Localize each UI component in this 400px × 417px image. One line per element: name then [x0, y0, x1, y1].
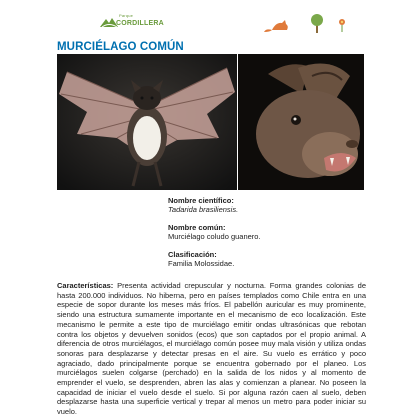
scientific-name-value: Tadarida brasiliensis. — [168, 205, 239, 214]
fox-icon — [264, 20, 288, 32]
page-title: MURCIÉLAGO COMÚN — [57, 41, 184, 53]
bat-face-photo — [238, 54, 364, 190]
description-body: Presenta actividad crepuscular y nocturna. Forma grandes colonias de hasta 200.000 individuos. No hiberna, pero en países templados como Chile entra en una especie de sopor durante los meses más fríos. El pabellón auricular es muy prominente, siendo una estructura sumamente importante en el mecanismo de eco localización. Este mecanismo le permite a este tipo de murciélago emitir ondas ultrasónicas que rebotan contra los objetos y devuelven sonidos (ecos) que son captados por el propio animal. A diferencia de otros murciélagos, el murciélago común posee muy mala visión y utiliza ondas sonoras para desplazarse y detectar presas en el aire. Su vuelo es errático y poco agraciado, dado principalmente porque se encuentra gobernado por el planeo. Los murciélagos suelen colgarse (perchado) en la salida de los nidos y al momento de emprender el vuelo, se desprenden, abren las alas y comienzan a planear. No poseen la capacidad de iniciar el vuelo desde el suelo. Si por alguna razón caen al suelo, deben desplazarse hasta una superficie vertical y trepar al menos un metro para poder iniciar su vuelo. — [57, 281, 366, 417]
classification-label: Clasificación: — [168, 250, 217, 259]
header-decoration-icons — [0, 8, 400, 38]
classification-value: Familia Molossidae. — [168, 259, 235, 268]
description-lead: Características: — [57, 281, 114, 290]
description-paragraph — [57, 281, 366, 417]
tree-icon — [311, 14, 323, 33]
page-header — [0, 8, 400, 38]
common-name-value: Murciélago coludo guanero. — [168, 232, 261, 241]
bat-wings-photo — [57, 54, 237, 190]
flower-icon — [339, 19, 345, 32]
logo-title: CORDILLERA — [116, 20, 164, 27]
logo-subtitle: Parque — [119, 13, 134, 18]
photo-row — [57, 54, 364, 190]
scientific-name-label: Nombre científico: — [168, 196, 234, 205]
common-name-label: Nombre común: — [168, 223, 226, 232]
species-info — [168, 196, 368, 268]
